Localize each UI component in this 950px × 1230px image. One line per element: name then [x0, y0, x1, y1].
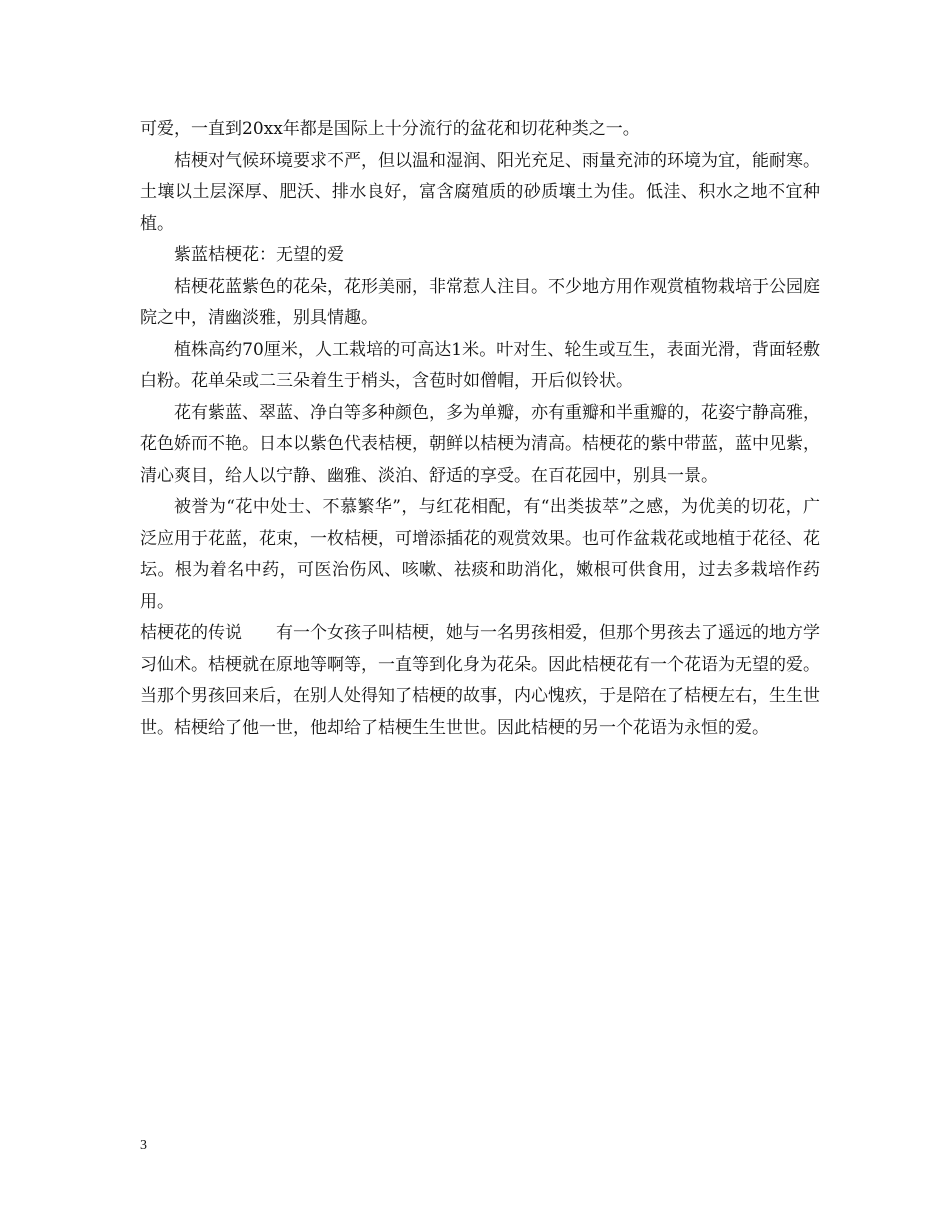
paragraph-continuation: 可爱，一直到20xx年都是国际上十分流行的盆花和切花种类之一。	[140, 119, 640, 139]
paragraph-flower-appearance: 桔梗花蓝紫色的花朵，花形美丽，非常惹人注目。不少地方用作观赏植物栽培于公园庭院之中，清幽淡雅，别具情趣。	[140, 276, 820, 328]
paragraph-climate: 桔梗对气候环境要求不严，但以温和湿润、阳光充足、雨量充沛的环境为宜，能耐寒。土壤以土层深厚、肥沃、排水良好，富含腐殖质的砂质壤土为佳。低洼、积水之地不宜种植。	[140, 150, 820, 234]
document-body	[140, 114, 820, 744]
paragraph-colors: 花有紫蓝、翠蓝、净白等多种颜色，多为单瓣，亦有重瓣和半重瓣的，花姿宁静高雅，花色娇而不艳。日本以紫色代表桔梗，朝鲜以桔梗为清高。桔梗花的紫中带蓝，蓝中见紫，清心爽目，给人以宁静、幽雅、淡泊、舒适的享受。在百花园中，别具一景。	[140, 402, 820, 486]
legend-title: 桔梗花的传说	[140, 623, 242, 643]
legend-body: 有一个女孩子叫桔梗，她与一名男孩相爱，但那个男孩去了遥远的地方学习仙术。桔梗就在原地等啊等，一直等到化身为花朵。因此桔梗花有一个花语为无望的爱。当那个男孩回来后，在别人处得知了桔梗的故事，内心愧疚，于是陪在了桔梗左右，生生世世。桔梗给了他一世，他却给了桔梗生生世世。因此桔梗的另一个花语为永恒的爱。	[140, 623, 820, 738]
section-heading-purple-blue: 紫蓝桔梗花：无望的爱	[174, 245, 344, 265]
paragraph-uses: 被誉为“花中处士、不慕繁华”，与红花相配，有“出类拔萃”之感，为优美的切花，广泛应用于花蓝，花束，一枚桔梗，可增添插花的观赏效果。也可作盆栽花或地植于花径、花坛。根为着名中药，可医治伤风、咳嗽、祛痰和助消化，嫩根可供食用，过去多栽培作药用。	[140, 497, 820, 612]
page-number: 3	[140, 1138, 147, 1153]
paragraph-plant-height: 植株高约70厘米，人工栽培的可高达1米。叶对生、轮生或互生，表面光滑，背面轻敷白粉。花单朵或二三朵着生于梢头，含苞时如僧帽，开后似铃状。	[140, 339, 820, 391]
legend-paragraph	[140, 618, 820, 744]
